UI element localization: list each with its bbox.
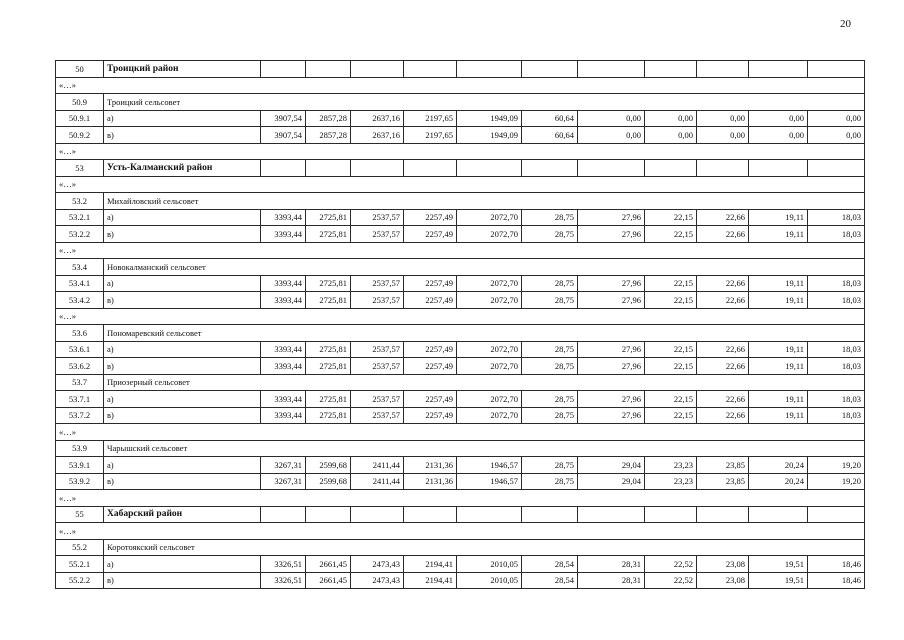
ellipsis-marker: «…» (56, 490, 865, 507)
value-cell: 2072,70 (457, 358, 522, 375)
value-cell: 27,96 (578, 358, 645, 375)
value-cell: 1949,09 (457, 110, 522, 127)
value-cell: 23,85 (697, 457, 749, 474)
row-code: 55.2 (56, 539, 104, 556)
value-cell: 18,03 (808, 391, 865, 408)
value-cell: 29,04 (578, 457, 645, 474)
ellipsis-marker: «…» (56, 523, 865, 540)
value-cell: 2599,68 (306, 457, 351, 474)
table-row (56, 275, 865, 292)
value-cell: 2637,16 (351, 110, 404, 127)
empty-cell (522, 506, 578, 523)
value-cell: 2010,05 (457, 572, 522, 589)
row-code: 53.7.2 (56, 407, 104, 424)
value-cell: 2257,49 (404, 391, 457, 408)
row-code: 53.6.1 (56, 341, 104, 358)
council-name: Новокалманский сельсовет (104, 259, 865, 276)
value-cell: 60,64 (522, 110, 578, 127)
row-label: а) (104, 556, 261, 573)
value-cell: 2537,57 (351, 358, 404, 375)
row-label: в) (104, 127, 261, 144)
value-cell: 2257,49 (404, 358, 457, 375)
value-cell: 28,75 (522, 292, 578, 309)
empty-cell (578, 506, 645, 523)
district-name: Усть-Калманский район (104, 160, 261, 177)
value-cell: 2072,70 (457, 292, 522, 309)
value-cell: 2257,49 (404, 407, 457, 424)
empty-cell (697, 506, 749, 523)
value-cell: 2725,81 (306, 341, 351, 358)
value-cell: 2411,44 (351, 457, 404, 474)
value-cell: 2072,70 (457, 407, 522, 424)
value-cell: 2857,28 (306, 110, 351, 127)
table-row (56, 110, 865, 127)
tariff-table (55, 60, 865, 589)
empty-cell (522, 61, 578, 78)
ellipsis-row (56, 490, 865, 507)
value-cell: 22,66 (697, 391, 749, 408)
empty-cell (522, 160, 578, 177)
value-cell: 2411,44 (351, 473, 404, 490)
table-row (56, 407, 865, 424)
value-cell: 2725,81 (306, 226, 351, 243)
value-cell: 3393,44 (261, 209, 306, 226)
row-label: в) (104, 473, 261, 490)
value-cell: 22,66 (697, 209, 749, 226)
value-cell: 0,00 (697, 110, 749, 127)
value-cell: 20,24 (749, 473, 808, 490)
row-label: в) (104, 572, 261, 589)
value-cell: 2473,43 (351, 556, 404, 573)
value-cell: 2194,41 (404, 556, 457, 573)
ellipsis-marker: «…» (56, 77, 865, 94)
row-label: в) (104, 292, 261, 309)
value-cell: 2537,57 (351, 341, 404, 358)
row-code: 50.9.1 (56, 110, 104, 127)
empty-cell (808, 160, 865, 177)
value-cell: 2725,81 (306, 292, 351, 309)
value-cell: 3326,51 (261, 556, 306, 573)
value-cell: 2537,57 (351, 292, 404, 309)
value-cell: 28,75 (522, 457, 578, 474)
value-cell: 2661,45 (306, 556, 351, 573)
empty-cell (578, 61, 645, 78)
empty-cell (749, 61, 808, 78)
council-row (56, 374, 865, 391)
value-cell: 3326,51 (261, 572, 306, 589)
value-cell: 28,54 (522, 572, 578, 589)
value-cell: 28,75 (522, 358, 578, 375)
value-cell: 2131,36 (404, 473, 457, 490)
value-cell: 2197,65 (404, 110, 457, 127)
value-cell: 3907,54 (261, 110, 306, 127)
value-cell: 28,75 (522, 407, 578, 424)
council-row (56, 259, 865, 276)
empty-cell (645, 506, 697, 523)
value-cell: 2072,70 (457, 209, 522, 226)
value-cell: 18,03 (808, 358, 865, 375)
row-label: а) (104, 457, 261, 474)
table-row (56, 292, 865, 309)
table-row (56, 127, 865, 144)
ellipsis-marker: «…» (56, 308, 865, 325)
value-cell: 18,03 (808, 292, 865, 309)
ellipsis-marker: «…» (56, 143, 865, 160)
value-cell: 3393,44 (261, 292, 306, 309)
value-cell: 22,66 (697, 358, 749, 375)
value-cell: 2537,57 (351, 407, 404, 424)
ellipsis-marker: «…» (56, 424, 865, 441)
council-name: Чарышский сельсовет (104, 440, 865, 457)
value-cell: 3267,31 (261, 457, 306, 474)
council-name: Пономаревский сельсовет (104, 325, 865, 342)
empty-cell (306, 506, 351, 523)
value-cell: 22,15 (645, 226, 697, 243)
value-cell: 22,15 (645, 275, 697, 292)
row-code: 50.9.2 (56, 127, 104, 144)
value-cell: 2257,49 (404, 275, 457, 292)
row-code: 53.6 (56, 325, 104, 342)
value-cell: 22,15 (645, 358, 697, 375)
ellipsis-marker: «…» (56, 242, 865, 259)
value-cell: 22,66 (697, 407, 749, 424)
value-cell: 2537,57 (351, 209, 404, 226)
value-cell: 2725,81 (306, 407, 351, 424)
value-cell: 27,96 (578, 209, 645, 226)
empty-cell (457, 160, 522, 177)
value-cell: 3393,44 (261, 275, 306, 292)
row-code: 53 (56, 160, 104, 177)
value-cell: 19,51 (749, 556, 808, 573)
value-cell: 3393,44 (261, 226, 306, 243)
value-cell: 22,52 (645, 572, 697, 589)
value-cell: 1946,57 (457, 457, 522, 474)
district-name: Троицкий район (104, 61, 261, 78)
empty-cell (306, 160, 351, 177)
council-name: Приозерный сельсовет (104, 374, 865, 391)
row-code: 53.4 (56, 259, 104, 276)
value-cell: 27,96 (578, 341, 645, 358)
empty-cell (261, 160, 306, 177)
row-code: 53.4.1 (56, 275, 104, 292)
value-cell: 0,00 (578, 127, 645, 144)
row-code: 50.9 (56, 94, 104, 111)
value-cell: 28,75 (522, 341, 578, 358)
value-cell: 2537,57 (351, 226, 404, 243)
value-cell: 22,15 (645, 292, 697, 309)
value-cell: 3907,54 (261, 127, 306, 144)
value-cell: 19,11 (749, 341, 808, 358)
value-cell: 28,75 (522, 209, 578, 226)
value-cell: 19,20 (808, 457, 865, 474)
value-cell: 2725,81 (306, 391, 351, 408)
ellipsis-row (56, 176, 865, 193)
value-cell: 2257,49 (404, 292, 457, 309)
value-cell: 2637,16 (351, 127, 404, 144)
value-cell: 22,66 (697, 226, 749, 243)
empty-cell (697, 160, 749, 177)
row-code: 53.4.2 (56, 292, 104, 309)
empty-cell (261, 61, 306, 78)
empty-cell (351, 506, 404, 523)
page-number: 20 (840, 18, 851, 30)
value-cell: 19,11 (749, 292, 808, 309)
value-cell: 0,00 (808, 127, 865, 144)
value-cell: 2072,70 (457, 226, 522, 243)
value-cell: 18,03 (808, 209, 865, 226)
value-cell: 22,66 (697, 275, 749, 292)
row-code: 53.9 (56, 440, 104, 457)
table-row (56, 473, 865, 490)
ellipsis-row (56, 308, 865, 325)
value-cell: 0,00 (578, 110, 645, 127)
value-cell: 22,15 (645, 407, 697, 424)
empty-cell (808, 506, 865, 523)
value-cell: 2072,70 (457, 391, 522, 408)
value-cell: 22,66 (697, 292, 749, 309)
value-cell: 18,03 (808, 275, 865, 292)
council-row (56, 94, 865, 111)
council-name: Коротоякский сельсовет (104, 539, 865, 556)
value-cell: 2131,36 (404, 457, 457, 474)
value-cell: 3393,44 (261, 391, 306, 408)
value-cell: 27,96 (578, 292, 645, 309)
empty-cell (808, 61, 865, 78)
value-cell: 60,64 (522, 127, 578, 144)
row-label: а) (104, 275, 261, 292)
row-code: 53.9.1 (56, 457, 104, 474)
row-code: 53.2.1 (56, 209, 104, 226)
value-cell: 19,51 (749, 572, 808, 589)
empty-cell (404, 61, 457, 78)
value-cell: 19,11 (749, 391, 808, 408)
row-code: 55 (56, 506, 104, 523)
table-row (56, 457, 865, 474)
row-code: 53.2 (56, 193, 104, 210)
value-cell: 23,23 (645, 457, 697, 474)
value-cell: 22,15 (645, 209, 697, 226)
value-cell: 2257,49 (404, 341, 457, 358)
row-code: 53.6.2 (56, 358, 104, 375)
value-cell: 18,03 (808, 341, 865, 358)
council-row (56, 193, 865, 210)
value-cell: 23,85 (697, 473, 749, 490)
row-label: а) (104, 391, 261, 408)
value-cell: 2725,81 (306, 209, 351, 226)
value-cell: 3393,44 (261, 341, 306, 358)
row-label: а) (104, 341, 261, 358)
district-row (56, 160, 865, 177)
value-cell: 3267,31 (261, 473, 306, 490)
row-code: 53.7 (56, 374, 104, 391)
table-row (56, 391, 865, 408)
value-cell: 27,96 (578, 391, 645, 408)
row-label: а) (104, 209, 261, 226)
value-cell: 23,08 (697, 572, 749, 589)
value-cell: 2661,45 (306, 572, 351, 589)
row-code: 53.9.2 (56, 473, 104, 490)
value-cell: 23,08 (697, 556, 749, 573)
empty-cell (749, 160, 808, 177)
table-row (56, 556, 865, 573)
value-cell: 28,75 (522, 275, 578, 292)
value-cell: 22,66 (697, 341, 749, 358)
council-row (56, 440, 865, 457)
row-code: 53.2.2 (56, 226, 104, 243)
row-label: в) (104, 358, 261, 375)
value-cell: 22,52 (645, 556, 697, 573)
value-cell: 27,96 (578, 226, 645, 243)
empty-cell (261, 506, 306, 523)
empty-cell (351, 61, 404, 78)
value-cell: 28,75 (522, 226, 578, 243)
value-cell: 2257,49 (404, 209, 457, 226)
empty-cell (306, 61, 351, 78)
value-cell: 2257,49 (404, 226, 457, 243)
value-cell: 0,00 (697, 127, 749, 144)
row-code: 50 (56, 61, 104, 78)
table-row (56, 572, 865, 589)
empty-cell (645, 160, 697, 177)
value-cell: 3393,44 (261, 358, 306, 375)
value-cell: 2725,81 (306, 358, 351, 375)
value-cell: 22,15 (645, 341, 697, 358)
value-cell: 18,03 (808, 407, 865, 424)
row-code: 55.2.1 (56, 556, 104, 573)
value-cell: 2010,05 (457, 556, 522, 573)
row-label: в) (104, 407, 261, 424)
value-cell: 2537,57 (351, 275, 404, 292)
value-cell: 19,11 (749, 226, 808, 243)
value-cell: 3393,44 (261, 407, 306, 424)
row-code: 53.7.1 (56, 391, 104, 408)
value-cell: 2197,65 (404, 127, 457, 144)
value-cell: 28,54 (522, 556, 578, 573)
value-cell: 19,11 (749, 358, 808, 375)
value-cell: 19,11 (749, 275, 808, 292)
value-cell: 19,11 (749, 209, 808, 226)
value-cell: 2857,28 (306, 127, 351, 144)
empty-cell (578, 160, 645, 177)
empty-cell (697, 61, 749, 78)
ellipsis-row (56, 143, 865, 160)
value-cell: 28,31 (578, 572, 645, 589)
ellipsis-row (56, 77, 865, 94)
district-row (56, 506, 865, 523)
value-cell: 18,03 (808, 226, 865, 243)
empty-cell (457, 61, 522, 78)
value-cell: 28,75 (522, 391, 578, 408)
empty-cell (404, 160, 457, 177)
value-cell: 2537,57 (351, 391, 404, 408)
value-cell: 19,11 (749, 407, 808, 424)
ellipsis-row (56, 242, 865, 259)
value-cell: 0,00 (749, 110, 808, 127)
empty-cell (404, 506, 457, 523)
value-cell: 2194,41 (404, 572, 457, 589)
value-cell: 18,46 (808, 572, 865, 589)
empty-cell (749, 506, 808, 523)
value-cell: 28,31 (578, 556, 645, 573)
table-row (56, 209, 865, 226)
table-row (56, 358, 865, 375)
table-row (56, 341, 865, 358)
value-cell: 19,20 (808, 473, 865, 490)
value-cell: 0,00 (749, 127, 808, 144)
value-cell: 1946,57 (457, 473, 522, 490)
council-name: Михайловский сельсовет (104, 193, 865, 210)
empty-cell (351, 160, 404, 177)
value-cell: 0,00 (645, 127, 697, 144)
value-cell: 2599,68 (306, 473, 351, 490)
value-cell: 22,15 (645, 391, 697, 408)
ellipsis-row (56, 424, 865, 441)
value-cell: 27,96 (578, 407, 645, 424)
value-cell: 23,23 (645, 473, 697, 490)
value-cell: 0,00 (645, 110, 697, 127)
value-cell: 2072,70 (457, 275, 522, 292)
district-row (56, 61, 865, 78)
value-cell: 27,96 (578, 275, 645, 292)
council-row (56, 539, 865, 556)
value-cell: 29,04 (578, 473, 645, 490)
row-label: в) (104, 226, 261, 243)
value-cell: 2473,43 (351, 572, 404, 589)
value-cell: 18,46 (808, 556, 865, 573)
value-cell: 28,75 (522, 473, 578, 490)
district-name: Хабарский район (104, 506, 261, 523)
value-cell: 1949,09 (457, 127, 522, 144)
value-cell: 0,00 (808, 110, 865, 127)
ellipsis-marker: «…» (56, 176, 865, 193)
council-name: Троицкий сельсовет (104, 94, 865, 111)
ellipsis-row (56, 523, 865, 540)
value-cell: 20,24 (749, 457, 808, 474)
value-cell: 2072,70 (457, 341, 522, 358)
row-code: 55.2.2 (56, 572, 104, 589)
empty-cell (457, 506, 522, 523)
empty-cell (645, 61, 697, 78)
council-row (56, 325, 865, 342)
value-cell: 2725,81 (306, 275, 351, 292)
row-label: а) (104, 110, 261, 127)
table-row (56, 226, 865, 243)
